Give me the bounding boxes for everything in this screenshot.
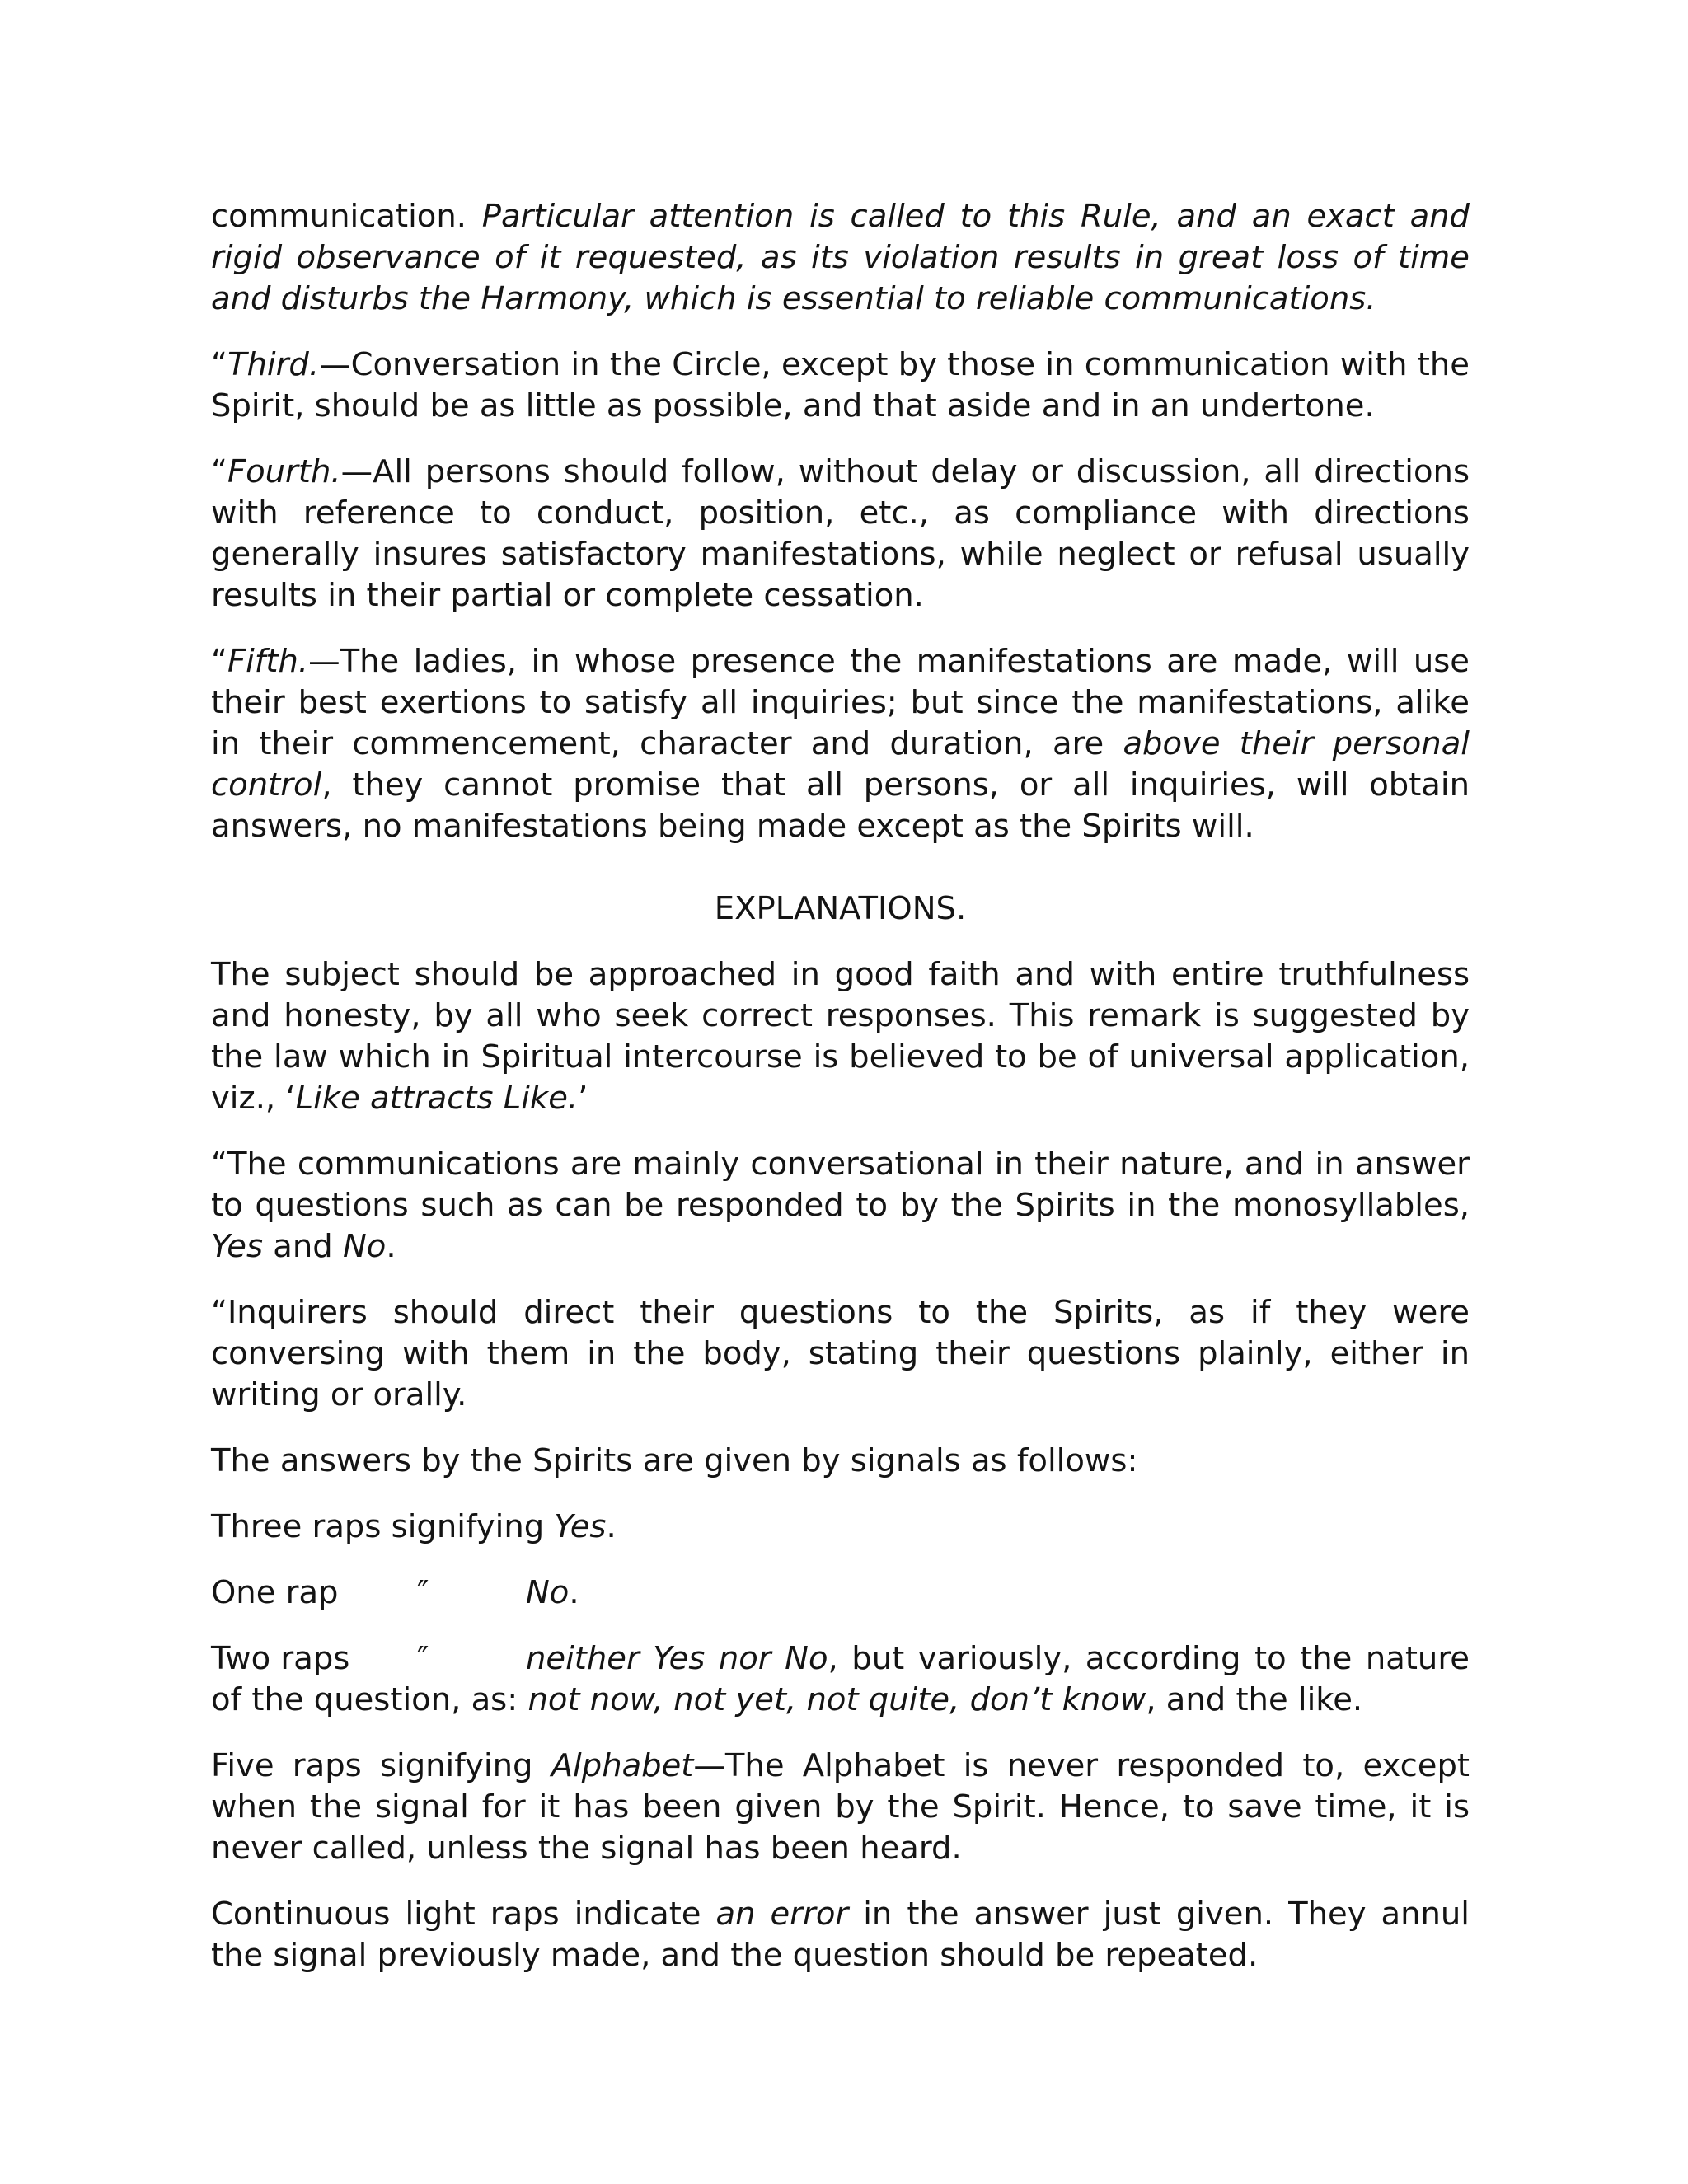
signal-five-rest: —The Alphabet is never responded to, except when the signal for it has been given by the Spirit. Hence, to save time, it is never called, unless the signal has been heard.: [211, 1747, 1470, 1867]
signal-continuous-meaning: an error: [715, 1896, 849, 1933]
rule-text-fourth: —All persons should follow, without delay or discussion, all directions with reference to conduct, position, etc., as compliance with directions generally insures satisfactory manifestations, while neglect or refusal usually results in their partial or complete cessation.: [211, 453, 1470, 614]
signal-continuous-raps: [211, 1894, 1470, 1976]
paragraph-explanation-conversational: [211, 1144, 1470, 1268]
signal-five-meaning: Alphabet: [551, 1747, 694, 1784]
signal-one-label: One rap: [211, 1574, 339, 1611]
document-page: [211, 196, 1470, 2001]
explanation-emphasis: Like attracts Like.: [295, 1080, 579, 1117]
paragraph-rule-third: [211, 344, 1470, 427]
signal-two-text-b: , and the like.: [1146, 1681, 1363, 1718]
word-no: No: [342, 1228, 387, 1265]
word-yes: Yes: [211, 1228, 264, 1265]
period: .: [606, 1508, 617, 1545]
open-quote: “: [211, 643, 227, 680]
signal-two-raps: [211, 1638, 1470, 1721]
signal-two-meaning: neither Yes nor No: [526, 1640, 828, 1677]
explanation-text: The subject should be approached in good faith and with entire truthfulness and honesty, by all who seek correct responses. This remark is suggested by the law which in Spiritual intercourse is believed to be of universal application, viz., ‘: [211, 956, 1470, 1117]
ditto-mark: ″: [417, 1574, 429, 1611]
paragraph-lead: communication.: [211, 198, 482, 235]
rule-text-fifth-a: —The ladies, in whose presence the manifestations are made, will use their best exertions to satisfy all inquiries; but since the manifestations, alike in their commencement, character and duration, are: [211, 643, 1470, 762]
signal-three-raps: [211, 1507, 1470, 1548]
rule-text-third: —Conversation in the Circle, except by those in communication with the Spirit, should be as little as possible, and that aside and in an undertone.: [211, 346, 1470, 424]
explanation-text: “The communications are mainly conversational in their nature, and in answer to questions such as can be responded to by the Spirits in the monosyllables,: [211, 1146, 1470, 1224]
signal-five-raps: [211, 1746, 1470, 1869]
close-quote: ’: [578, 1080, 588, 1117]
signal-one-rap: [211, 1572, 1470, 1614]
signal-two-label: Two raps: [211, 1640, 350, 1677]
signal-three-meaning: Yes: [554, 1508, 607, 1545]
paragraph-rule-fifth: [211, 641, 1470, 847]
open-quote: “: [211, 453, 227, 490]
signal-continuous-text-b: in the answer just given. They annul the signal previously made, and the question should be repeated.: [211, 1896, 1470, 1974]
signal-three-text: Three raps signifying: [211, 1508, 555, 1545]
signal-two-examples: not now, not yet, not quite, don’t know: [528, 1681, 1146, 1718]
rule-label-fourth: Fourth.: [227, 453, 341, 490]
rule-text-fifth-emphasis: above their personal control: [211, 725, 1470, 804]
paragraph-signals-intro: The answers by the Spirits are given by signals as follows:: [211, 1442, 1138, 1479]
paragraph-explanation-inquirers: “Inquirers should direct their questions to the Spirits, as if they were conversing with them in the body, stating their questions plainly, either in writing or orally.: [211, 1294, 1470, 1413]
signal-one-meaning: No: [526, 1574, 570, 1611]
signal-continuous-text-a: Continuous light raps indicate: [211, 1896, 716, 1933]
signal-five-text: Five raps signifying: [211, 1747, 551, 1784]
rule-label-fifth: Fifth.: [227, 643, 309, 680]
signal-two-text-a: , but variously, according to the nature of the question, as:: [211, 1640, 1470, 1718]
section-heading: EXPLANATIONS.: [714, 890, 967, 927]
period: .: [569, 1574, 579, 1611]
paragraph-emphasis: Particular attention is called to this Rule, and an exact and rigid observance of it requested, as its violation results in great loss of time and disturbs the Harmony, which is essential to reliable communications.: [211, 198, 1470, 317]
ditto-mark: ″: [417, 1640, 429, 1677]
rule-label-third: Third.: [227, 346, 320, 383]
paragraph-rule-fourth: [211, 452, 1470, 616]
paragraph-rule-continuation: [211, 196, 1470, 320]
rule-text-fifth-b: , they cannot promise that all persons, or all inquiries, will obtain answers, no manifestations being made except as the Spirits will.: [211, 766, 1470, 845]
period: .: [386, 1228, 396, 1265]
word-and: and: [263, 1228, 343, 1265]
open-quote: “: [211, 346, 227, 383]
paragraph-explanation-good-faith: [211, 954, 1470, 1119]
